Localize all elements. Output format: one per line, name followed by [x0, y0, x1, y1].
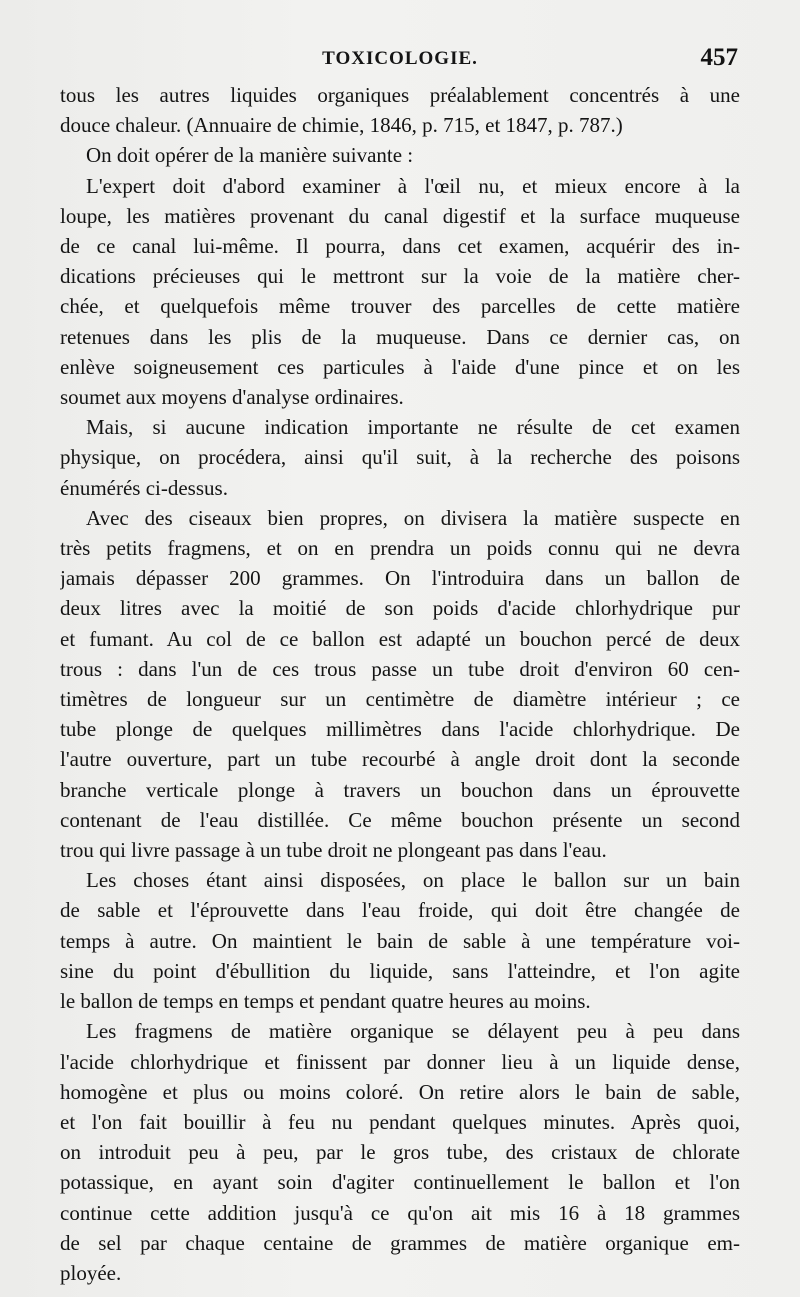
text-line: chée, et quelquefois même trouver des parcelles de cette matière [60, 294, 740, 319]
text-line: sine du point d'ébullition du liquide, sans l'atteindre, et l'on agite [60, 958, 740, 983]
text-line: tous les autres liquides organiques préalablement concentrés à une [60, 83, 740, 107]
paragraph [60, 80, 740, 140]
text-line: tube plonge de quelques millimètres dans l'acide chlorhydrique. De [60, 717, 740, 742]
text-line: loupe, les matières provenant du canal digestif et la surface muqueuse [60, 203, 740, 228]
text-line: énumérés ci-dessus. [60, 475, 228, 500]
text-line: dications précieuses qui le mettront sur la voie de la matière cher- [60, 264, 740, 289]
text-line: L'expert doit d'abord examiner à l'œil nu, et mieux encore à la [86, 173, 740, 198]
text-line: physique, on procédera, ainsi qu'il suit, à la recherche des poisons [60, 445, 740, 470]
text-line: contenant de l'eau distillée. Ce même bouchon présente un second [60, 807, 740, 832]
text-line: ployée. [60, 1260, 122, 1285]
text-line: trou qui livre passage à un tube droit ne plongeant pas dans l'eau. [60, 838, 607, 863]
text-line: homogène et plus ou moins coloré. On retire alors le bain de sable, [60, 1079, 740, 1104]
text-line: potassique, en ayant soin d'agiter continuellement le ballon et l'on [60, 1170, 740, 1195]
text-line: continue cette addition jusqu'à ce qu'on ait mis 16 à 18 grammes [60, 1200, 740, 1225]
text-line: de sable et l'éprouvette dans l'eau froide, qui doit être changée de [60, 898, 740, 923]
text-line: trous : dans l'un de ces trous passe un tube droit d'environ 60 cen- [60, 656, 740, 681]
page-body [60, 80, 740, 1288]
text-line: le ballon de temps en temps et pendant quatre heures au moins. [60, 989, 591, 1014]
text-line: soumet aux moyens d'analyse ordinaires. [60, 385, 404, 410]
text-line: Les choses étant ainsi disposées, on place le ballon sur un bain [86, 868, 740, 893]
text-line: jamais dépasser 200 grammes. On l'introduira dans un ballon de [60, 566, 740, 591]
text-line: de ce canal lui-même. Il pourra, dans cet examen, acquérir des in- [60, 234, 740, 259]
paragraph [60, 412, 740, 503]
page-number: 457 [700, 44, 738, 71]
text-line: temps à autre. On maintient le bain de sable à une température voi- [60, 928, 740, 953]
text-line: enlève soigneusement ces particules à l'aide d'une pince et on les [60, 354, 740, 379]
text-line: de sel par chaque centaine de grammes de matière organique em- [60, 1230, 740, 1255]
text-line: on introduit peu à peu, par le gros tube, des cristaux de chlorate [60, 1140, 740, 1165]
text-line: douce chaleur. (Annuaire de chimie, 1846, p. 715, et 1847, p. 787.) [60, 113, 623, 138]
text-line: retenues dans les plis de la muqueuse. Dans ce dernier cas, on [60, 324, 740, 349]
paragraph [60, 140, 740, 170]
text-line: très petits fragmens, et on en prendra un poids connu qui ne devra [60, 536, 740, 561]
text-line: l'acide chlorhydrique et finissent par donner lieu à un liquide dense, [60, 1049, 740, 1074]
page-header [60, 44, 740, 78]
text-line: Mais, si aucune indication importante ne résulte de cet examen [86, 415, 740, 440]
text-line: l'autre ouverture, part un tube recourbé à angle droit dont la seconde [60, 747, 740, 772]
text-line: et l'on fait bouillir à feu nu pendant quelques minutes. Après quoi, [60, 1109, 740, 1134]
running-title: TOXICOLOGIE. [322, 48, 478, 69]
text-line: branche verticale plonge à travers un bouchon dans un éprouvette [60, 777, 740, 802]
text-line: et fumant. Au col de ce ballon est adapté un bouchon percé de deux [60, 626, 740, 651]
text-line: timètres de longueur sur un centimètre de diamètre intérieur ; ce [60, 687, 740, 712]
text-line: On doit opérer de la manière suivante : [86, 143, 414, 168]
paragraph [60, 503, 740, 865]
text-line: deux litres avec la moitié de son poids d'acide chlorhydrique pur [60, 596, 740, 621]
text-line: Avec des ciseaux bien propres, on divisera la matière suspecte en [86, 505, 740, 530]
paragraph [60, 865, 740, 1016]
paragraph [60, 171, 740, 413]
text-line: Les fragmens de matière organique se délayent peu à peu dans [86, 1019, 740, 1044]
paragraph [60, 1016, 740, 1288]
